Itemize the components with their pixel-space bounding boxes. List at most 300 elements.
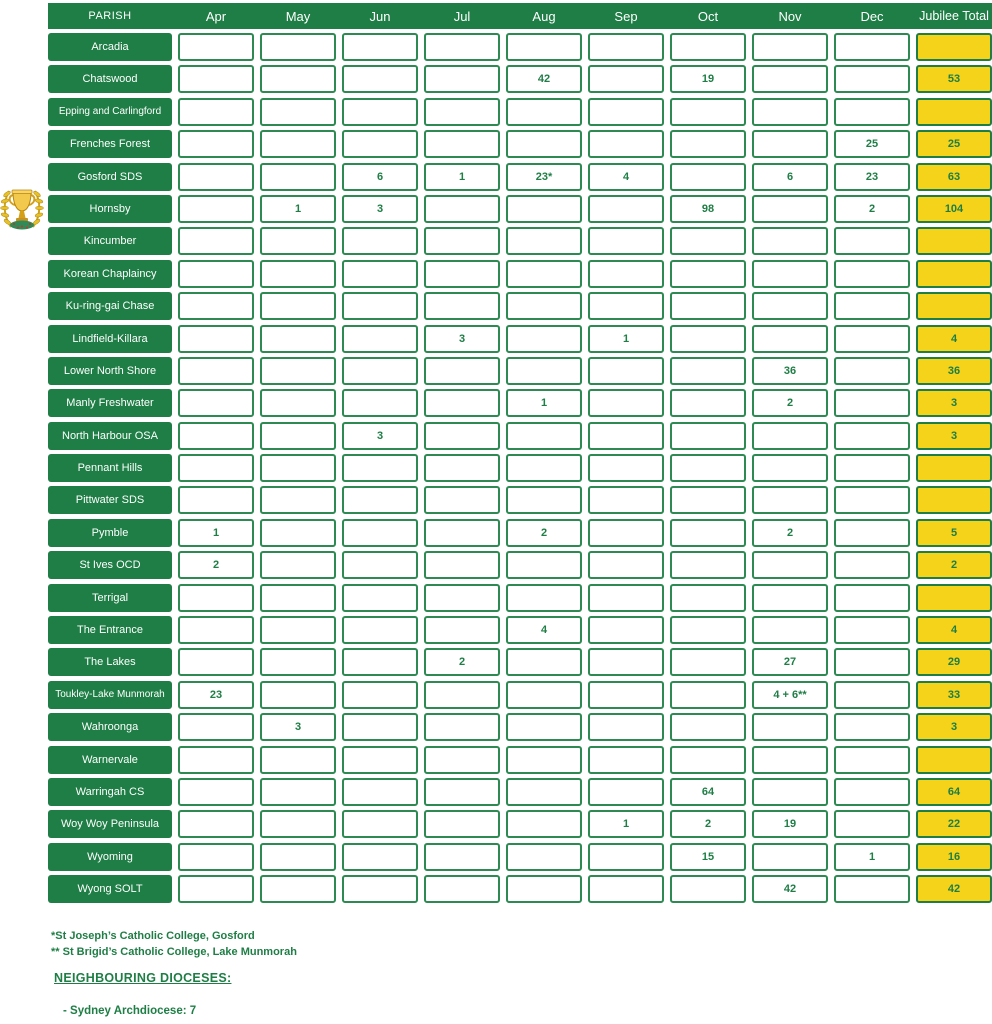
cell-apr: 2 [178, 551, 254, 579]
parish-label: Warnervale [48, 746, 172, 774]
cell-jun [342, 810, 418, 838]
cell-jul [424, 195, 500, 223]
cell-apr [178, 810, 254, 838]
parish-label: Epping and Carlingford [48, 98, 172, 126]
cell-may [260, 454, 336, 482]
cell-dec [834, 616, 910, 644]
cell-jun [342, 713, 418, 741]
cell-sep [588, 422, 664, 450]
cell-jul [424, 65, 500, 93]
table-row [48, 65, 992, 93]
cell-apr [178, 325, 254, 353]
cell-dec [834, 227, 910, 255]
cell-dec [834, 551, 910, 579]
cell-aug [506, 130, 582, 158]
college-footnotes [51, 929, 297, 960]
cell-nov [752, 551, 828, 579]
cell-dec: 23 [834, 163, 910, 191]
jubilee-total-cell: 33 [916, 681, 992, 709]
cell-sep [588, 746, 664, 774]
cell-apr [178, 486, 254, 514]
parish-label: Korean Chaplaincy [48, 260, 172, 288]
cell-dec [834, 486, 910, 514]
cell-apr [178, 130, 254, 158]
month-cells [178, 33, 910, 61]
table-row [48, 713, 992, 741]
cell-aug [506, 195, 582, 223]
month-cells [178, 454, 910, 482]
table-row [48, 810, 992, 838]
cell-oct [670, 325, 746, 353]
jubilee-total-cell: 53 [916, 65, 992, 93]
cell-nov [752, 422, 828, 450]
cell-sep [588, 389, 664, 417]
cell-oct [670, 260, 746, 288]
cell-jun [342, 325, 418, 353]
cell-apr [178, 584, 254, 612]
cell-dec [834, 98, 910, 126]
cell-apr [178, 422, 254, 450]
cell-sep [588, 778, 664, 806]
jubilee-total-cell [916, 746, 992, 774]
parish-label: Kincumber [48, 227, 172, 255]
parish-label: Terrigal [48, 584, 172, 612]
cell-may [260, 227, 336, 255]
month-cells [178, 486, 910, 514]
cell-jul [424, 422, 500, 450]
column-header-nov: Nov [778, 8, 802, 24]
cell-oct [670, 519, 746, 547]
cell-apr [178, 713, 254, 741]
cell-may [260, 98, 336, 126]
cell-sep [588, 195, 664, 223]
cell-nov [752, 65, 828, 93]
cell-dec [834, 648, 910, 676]
cell-jul [424, 357, 500, 385]
parish-label: Toukley-Lake Munmorah [48, 681, 172, 709]
table-row [48, 584, 992, 612]
cell-sep: 1 [588, 810, 664, 838]
cell-dec [834, 454, 910, 482]
cell-sep [588, 713, 664, 741]
cell-dec [834, 875, 910, 903]
cell-dec [834, 292, 910, 320]
cell-may [260, 648, 336, 676]
cell-dec [834, 65, 910, 93]
footnote-line: *St Joseph’s Catholic College, Gosford [51, 930, 255, 942]
parish-label: Wyoming [48, 843, 172, 871]
jubilee-total-cell: 3 [916, 713, 992, 741]
neighbouring-diocese-item: - Sydney Archdiocese: 7 [63, 1005, 197, 1017]
parish-label: The Lakes [48, 648, 172, 676]
cell-aug [506, 584, 582, 612]
cell-jun [342, 875, 418, 903]
cell-nov [752, 98, 828, 126]
cell-jul: 1 [424, 163, 500, 191]
table-row [48, 292, 992, 320]
jubilee-total-cell [916, 486, 992, 514]
cell-aug [506, 681, 582, 709]
cell-nov: 4 + 6** [752, 681, 828, 709]
table-row [48, 843, 992, 871]
cell-oct: 19 [670, 65, 746, 93]
cell-nov: 42 [752, 875, 828, 903]
cell-jul [424, 778, 500, 806]
cell-jul [424, 810, 500, 838]
cell-oct [670, 584, 746, 612]
cell-apr [178, 260, 254, 288]
parish-label: Pennant Hills [48, 454, 172, 482]
cell-aug [506, 486, 582, 514]
table-row [48, 454, 992, 482]
cell-jun [342, 746, 418, 774]
cell-apr [178, 648, 254, 676]
parish-label: Wahroonga [48, 713, 172, 741]
table-row [48, 875, 992, 903]
cell-oct: 2 [670, 810, 746, 838]
column-header-jubilee-total: Jubilee Total [919, 9, 989, 23]
cell-jul [424, 486, 500, 514]
cell-sep [588, 584, 664, 612]
cell-nov [752, 486, 828, 514]
month-cells [178, 713, 910, 741]
cell-sep [588, 616, 664, 644]
column-header-jun: Jun [369, 8, 391, 24]
cell-sep: 4 [588, 163, 664, 191]
cell-dec [834, 33, 910, 61]
parish-label: Arcadia [48, 33, 172, 61]
cell-apr [178, 33, 254, 61]
trophy-icon [0, 186, 44, 234]
cell-nov [752, 454, 828, 482]
column-header-dec: Dec [860, 8, 884, 24]
cell-jun [342, 260, 418, 288]
cell-oct [670, 681, 746, 709]
month-cells [178, 98, 910, 126]
cell-apr [178, 163, 254, 191]
cell-dec [834, 584, 910, 612]
month-cells [178, 778, 910, 806]
cell-jun [342, 389, 418, 417]
month-cells [178, 875, 910, 903]
cell-aug [506, 227, 582, 255]
cell-oct [670, 163, 746, 191]
cell-jul [424, 681, 500, 709]
parish-label: Warringah CS [48, 778, 172, 806]
cell-jul [424, 33, 500, 61]
cell-jul: 2 [424, 648, 500, 676]
cell-dec [834, 325, 910, 353]
cell-jul [424, 584, 500, 612]
cell-jun [342, 454, 418, 482]
table-row [48, 163, 992, 191]
cell-oct [670, 389, 746, 417]
month-cells [178, 422, 910, 450]
cell-sep [588, 648, 664, 676]
cell-aug [506, 325, 582, 353]
cell-oct [670, 33, 746, 61]
cell-oct: 98 [670, 195, 746, 223]
cell-may [260, 519, 336, 547]
cell-aug: 42 [506, 65, 582, 93]
cell-nov [752, 843, 828, 871]
jubilee-total-cell [916, 584, 992, 612]
cell-jul [424, 260, 500, 288]
cell-aug [506, 778, 582, 806]
cell-jun [342, 843, 418, 871]
cell-apr [178, 195, 254, 223]
cell-aug [506, 292, 582, 320]
cell-apr: 23 [178, 681, 254, 709]
cell-oct [670, 746, 746, 774]
cell-aug [506, 746, 582, 774]
table-row [48, 746, 992, 774]
cell-sep [588, 551, 664, 579]
cell-oct [670, 616, 746, 644]
cell-apr [178, 843, 254, 871]
cell-apr [178, 454, 254, 482]
cell-dec: 1 [834, 843, 910, 871]
jubilee-total-cell [916, 98, 992, 126]
table-row [48, 98, 992, 126]
column-header-apr: Apr [205, 8, 227, 24]
cell-dec [834, 260, 910, 288]
cell-aug [506, 810, 582, 838]
header-months [178, 9, 910, 24]
cell-oct [670, 454, 746, 482]
cell-may [260, 389, 336, 417]
cell-apr [178, 292, 254, 320]
cell-jul [424, 454, 500, 482]
cell-may [260, 584, 336, 612]
cell-jun [342, 616, 418, 644]
cell-jun [342, 486, 418, 514]
jubilee-total-cell: 64 [916, 778, 992, 806]
cell-may [260, 292, 336, 320]
cell-jul [424, 551, 500, 579]
cell-oct [670, 551, 746, 579]
cell-aug [506, 875, 582, 903]
cell-sep [588, 843, 664, 871]
cell-may [260, 163, 336, 191]
cell-sep [588, 292, 664, 320]
cell-dec [834, 713, 910, 741]
month-cells [178, 648, 910, 676]
cell-nov: 19 [752, 810, 828, 838]
cell-jun [342, 292, 418, 320]
cell-may [260, 843, 336, 871]
cell-may [260, 325, 336, 353]
cell-nov [752, 227, 828, 255]
jubilee-total-cell: 3 [916, 389, 992, 417]
cell-nov: 6 [752, 163, 828, 191]
cell-nov [752, 713, 828, 741]
jubilee-total-cell: 3 [916, 422, 992, 450]
table-row [48, 778, 992, 806]
cell-may [260, 875, 336, 903]
cell-oct [670, 875, 746, 903]
cell-jul [424, 875, 500, 903]
cell-nov [752, 746, 828, 774]
cell-may [260, 616, 336, 644]
jubilee-total-cell: 22 [916, 810, 992, 838]
month-cells [178, 519, 910, 547]
cell-oct [670, 648, 746, 676]
cell-sep: 1 [588, 325, 664, 353]
cell-jul [424, 746, 500, 774]
table-row [48, 130, 992, 158]
cell-dec [834, 810, 910, 838]
cell-apr [178, 227, 254, 255]
jubilee-total-cell: 29 [916, 648, 992, 676]
cell-nov [752, 778, 828, 806]
cell-nov: 2 [752, 519, 828, 547]
cell-oct: 64 [670, 778, 746, 806]
cell-jun: 3 [342, 422, 418, 450]
cell-may [260, 422, 336, 450]
cell-apr [178, 98, 254, 126]
jubilee-total-cell [916, 260, 992, 288]
column-header-oct: Oct [697, 8, 719, 24]
cell-sep [588, 227, 664, 255]
cell-nov [752, 195, 828, 223]
table-row [48, 422, 992, 450]
cell-sep [588, 681, 664, 709]
cell-jun [342, 648, 418, 676]
cell-sep [588, 33, 664, 61]
month-cells [178, 292, 910, 320]
parish-label: St Ives OCD [48, 551, 172, 579]
table-row [48, 33, 992, 61]
cell-aug [506, 454, 582, 482]
cell-apr [178, 875, 254, 903]
table-row [48, 227, 992, 255]
cell-sep [588, 357, 664, 385]
month-cells [178, 65, 910, 93]
jubilee-total-cell: 5 [916, 519, 992, 547]
month-cells [178, 163, 910, 191]
cell-nov [752, 325, 828, 353]
cell-jun [342, 357, 418, 385]
column-header-aug: Aug [532, 8, 556, 24]
month-cells [178, 195, 910, 223]
parish-label: Manly Freshwater [48, 389, 172, 417]
cell-may [260, 486, 336, 514]
jubilee-total-cell: 25 [916, 130, 992, 158]
month-cells [178, 810, 910, 838]
cell-aug [506, 33, 582, 61]
table-row [48, 616, 992, 644]
column-header-jul: Jul [453, 8, 471, 24]
jubilee-total-cell [916, 454, 992, 482]
month-cells [178, 584, 910, 612]
cell-aug [506, 843, 582, 871]
cell-aug: 4 [506, 616, 582, 644]
table-row [48, 519, 992, 547]
cell-sep [588, 454, 664, 482]
cell-may [260, 260, 336, 288]
cell-oct [670, 422, 746, 450]
cell-aug: 2 [506, 519, 582, 547]
cell-aug: 23* [506, 163, 582, 191]
parish-label: Lindfield-Killara [48, 325, 172, 353]
cell-sep [588, 875, 664, 903]
cell-nov [752, 616, 828, 644]
cell-oct: 15 [670, 843, 746, 871]
table-row [48, 357, 992, 385]
cell-apr [178, 746, 254, 774]
cell-may [260, 65, 336, 93]
month-cells [178, 616, 910, 644]
cell-sep [588, 260, 664, 288]
month-cells [178, 681, 910, 709]
cell-jun [342, 130, 418, 158]
parish-label: Lower North Shore [48, 357, 172, 385]
cell-sep [588, 486, 664, 514]
parish-label: Hornsby [48, 195, 172, 223]
month-cells [178, 389, 910, 417]
month-cells [178, 357, 910, 385]
cell-jul [424, 713, 500, 741]
cell-oct [670, 357, 746, 385]
table-row [48, 681, 992, 709]
cell-aug: 1 [506, 389, 582, 417]
cell-oct [670, 292, 746, 320]
jubilee-total-cell: 4 [916, 616, 992, 644]
cell-aug [506, 260, 582, 288]
cell-jul: 3 [424, 325, 500, 353]
cell-may [260, 33, 336, 61]
cell-oct [670, 486, 746, 514]
cell-may: 3 [260, 713, 336, 741]
parish-label: Pittwater SDS [48, 486, 172, 514]
cell-dec [834, 389, 910, 417]
parish-label: Gosford SDS [48, 163, 172, 191]
cell-aug [506, 713, 582, 741]
cell-apr [178, 357, 254, 385]
parish-table [48, 3, 992, 908]
cell-may [260, 810, 336, 838]
cell-sep [588, 130, 664, 158]
month-cells [178, 260, 910, 288]
cell-jul [424, 227, 500, 255]
table-row [48, 551, 992, 579]
cell-jul [424, 389, 500, 417]
cell-jun [342, 681, 418, 709]
month-cells [178, 325, 910, 353]
jubilee-total-cell: 2 [916, 551, 992, 579]
cell-may [260, 778, 336, 806]
jubilee-total-cell: 16 [916, 843, 992, 871]
cell-oct [670, 713, 746, 741]
cell-jun [342, 584, 418, 612]
footnote-line: ** St Brigid’s Catholic College, Lake Munmorah [51, 945, 297, 958]
cell-sep [588, 65, 664, 93]
cell-jun [342, 551, 418, 579]
cell-may [260, 130, 336, 158]
table-header-row [48, 3, 992, 29]
table-row [48, 325, 992, 353]
column-header-sep: Sep [614, 8, 638, 24]
cell-dec [834, 778, 910, 806]
jubilee-total-cell: 63 [916, 163, 992, 191]
parish-label: Wyong SOLT [48, 875, 172, 903]
jubilee-total-cell [916, 33, 992, 61]
cell-apr: 1 [178, 519, 254, 547]
cell-may [260, 746, 336, 774]
cell-nov [752, 584, 828, 612]
cell-oct [670, 130, 746, 158]
